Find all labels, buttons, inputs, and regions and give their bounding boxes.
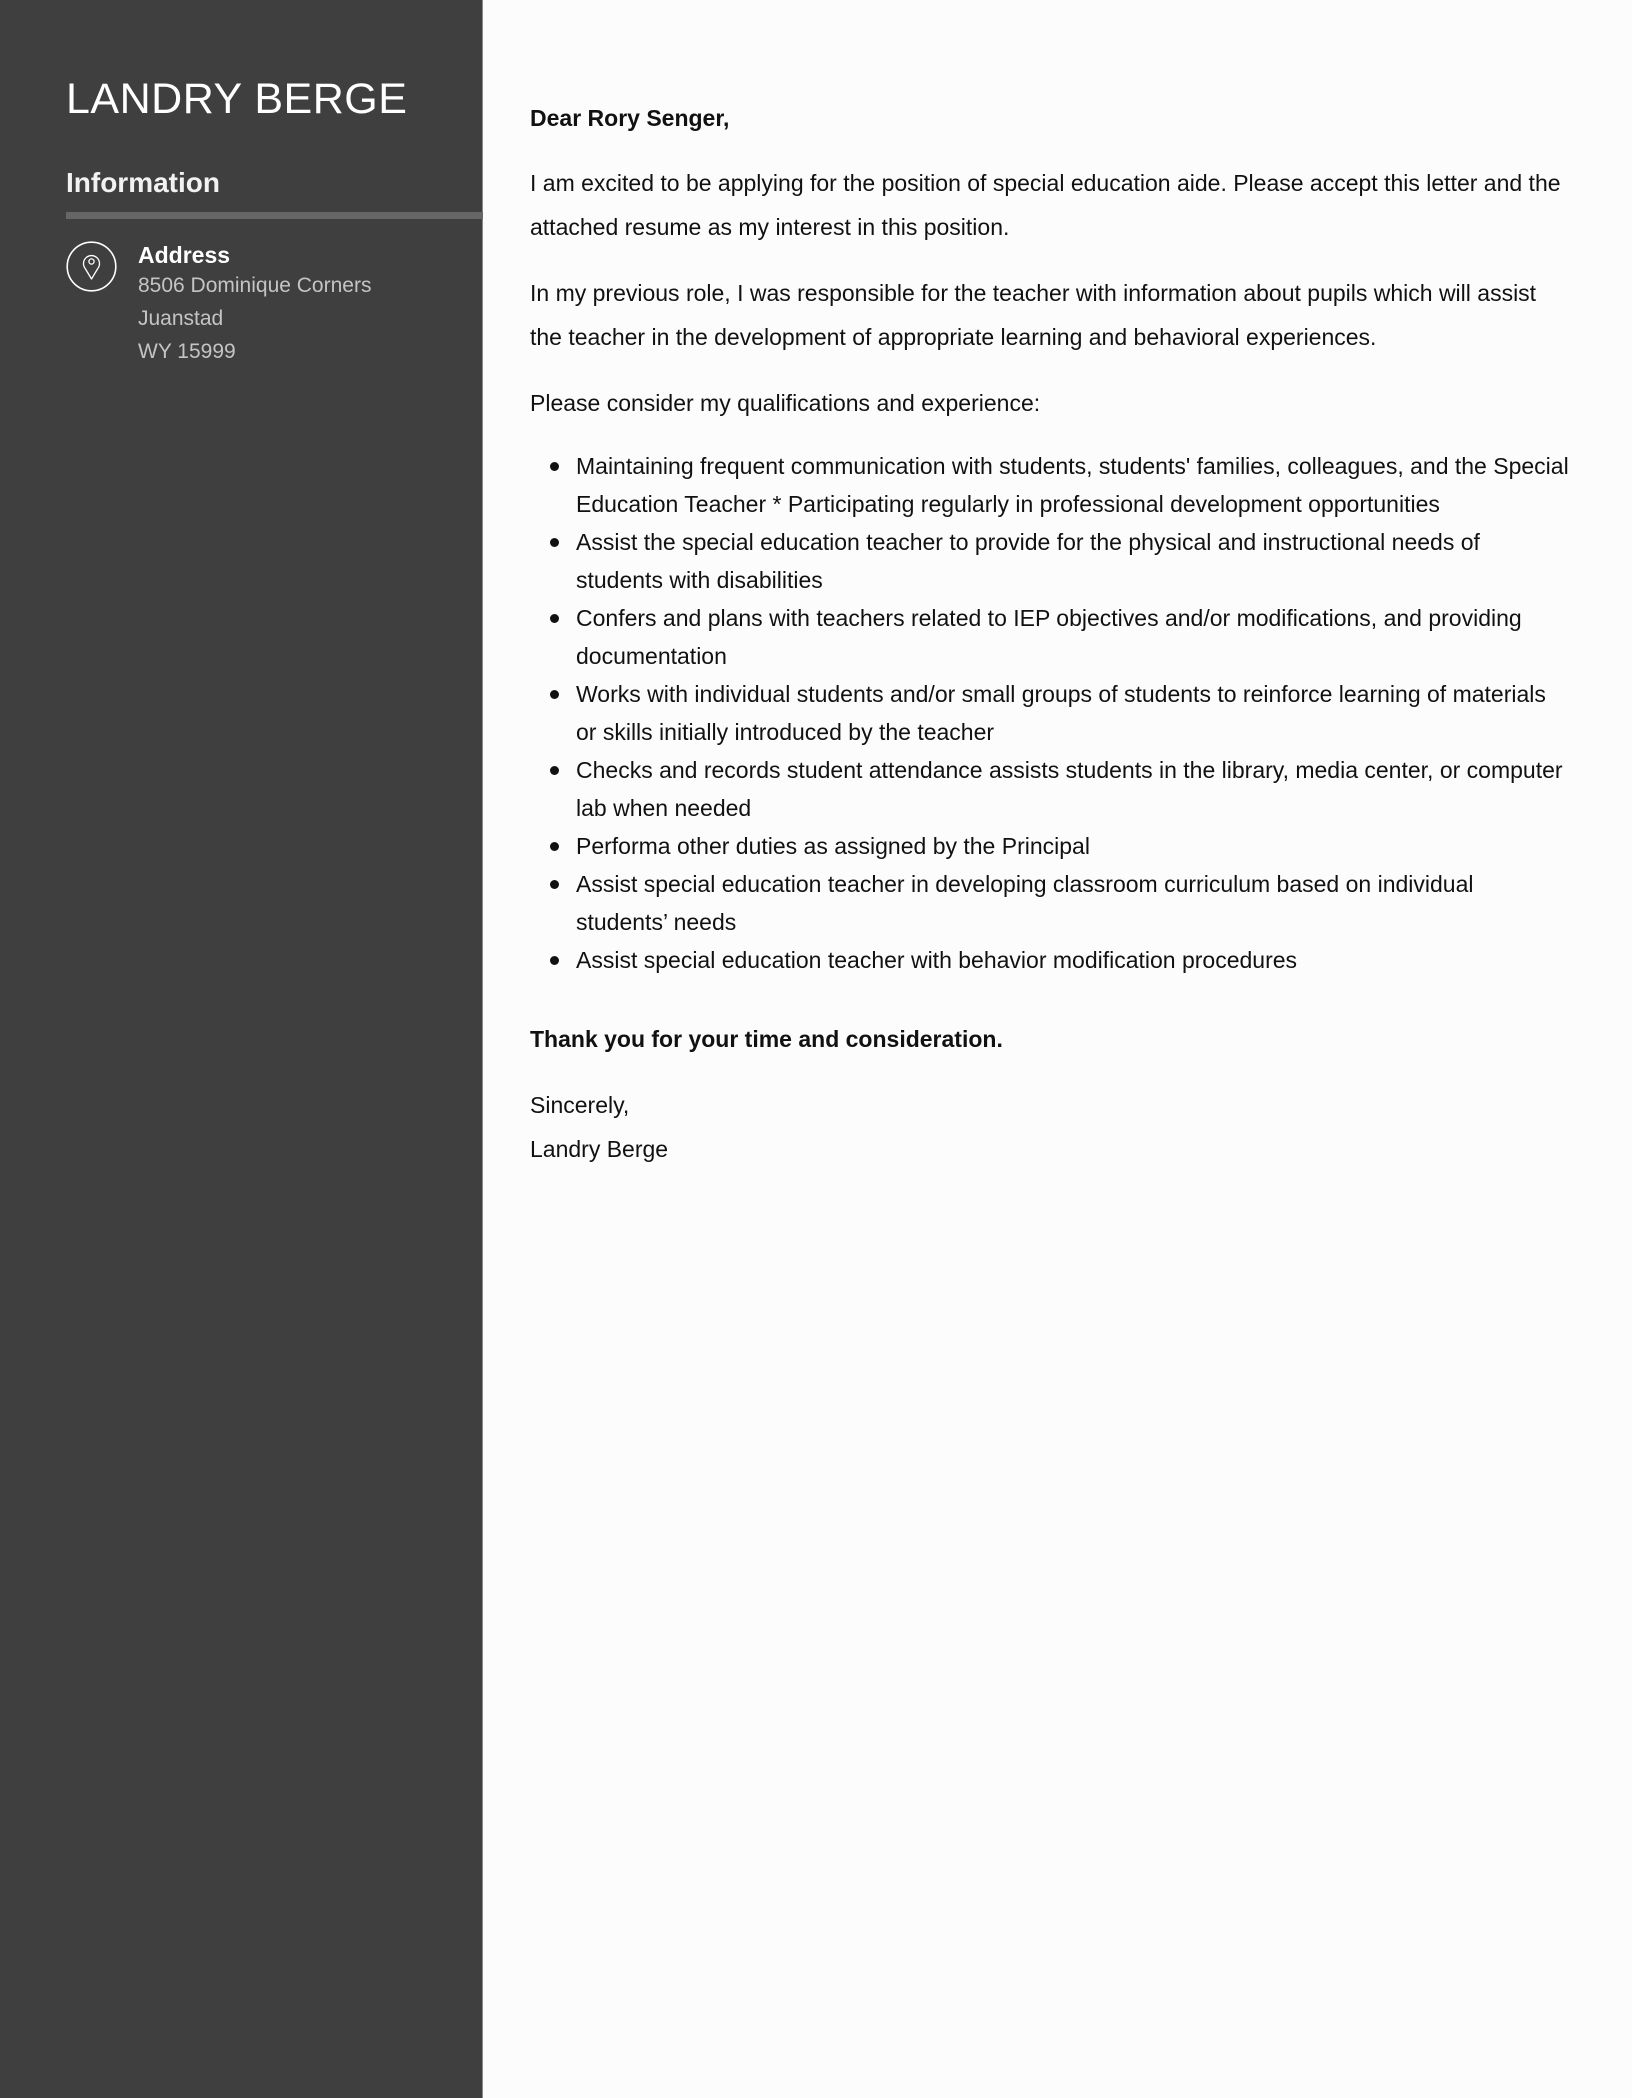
list-item-text: Assist special education teacher in developing classroom curriculum based on individual students’ needs [576,871,1474,935]
list-item-text: Confers and plans with teachers related to IEP objectives and/or modifications, and providing documentation [576,605,1522,669]
address-label: Address [138,242,231,268]
bullet-icon [550,842,559,851]
address-street: 8506 Dominique Corners [138,274,372,297]
address-state-zip: WY 15999 [138,340,236,363]
sidebar [0,0,483,2098]
list-item-text: Maintaining frequent communication with students, students' families, colleagues, and the Special Education Teacher * Participating regularly in professional development opportunities [576,453,1569,517]
signature: Landry Berge [530,1136,669,1162]
salutation: Dear Rory Senger, [530,105,730,131]
list-item [530,523,1570,599]
bullet-icon [550,614,559,623]
bullet-icon [550,880,559,889]
list-item [530,675,1570,751]
closing-line: Thank you for your time and consideration. [530,1026,1003,1052]
information-heading: Information [66,167,220,198]
bullet-icon [550,690,559,699]
qualifications-list [530,447,1570,979]
list-item [530,447,1570,523]
list-item-text: Checks and records student attendance assists students in the library, media center, or computer lab when needed [576,757,1563,821]
signoff: Sincerely, [530,1092,630,1118]
list-item-text: Assist special education teacher with behavior modification procedures [576,947,1298,973]
list-item-text: Works with individual students and/or small groups of students to reinforce learning of materials or skills initially introduced by the teacher [576,681,1546,745]
list-item [530,865,1570,941]
qualifications-intro: Please consider my qualifications and experience: [530,390,1041,416]
list-item [530,827,1570,865]
list-item-text: Assist the special education teacher to provide for the physical and instructional needs of students with disabilities [576,529,1480,593]
applicant-name: LANDRY BERGE [66,75,408,123]
bullet-icon [550,538,559,547]
list-item [530,599,1570,675]
list-item [530,941,1570,979]
letter-body [530,96,1570,1171]
address-text [138,241,371,368]
experience-paragraph: In my previous role, I was responsible for the teacher with information about pupils which will assist the teacher in the development of appropriate learning and behavioral experiences. [530,280,1537,350]
list-item-text: Performa other duties as assigned by the Principal [576,833,1090,859]
section-divider [66,212,483,219]
bullet-icon [550,766,559,775]
map-pin-icon [66,241,117,292]
list-item [530,751,1570,827]
intro-paragraph: I am excited to be applying for the position of special education aide. Please accept this letter and the attached resume as my interest in this position. [530,170,1561,240]
bullet-icon [550,956,559,965]
bullet-icon [550,462,559,471]
address-city: Juanstad [138,307,224,330]
